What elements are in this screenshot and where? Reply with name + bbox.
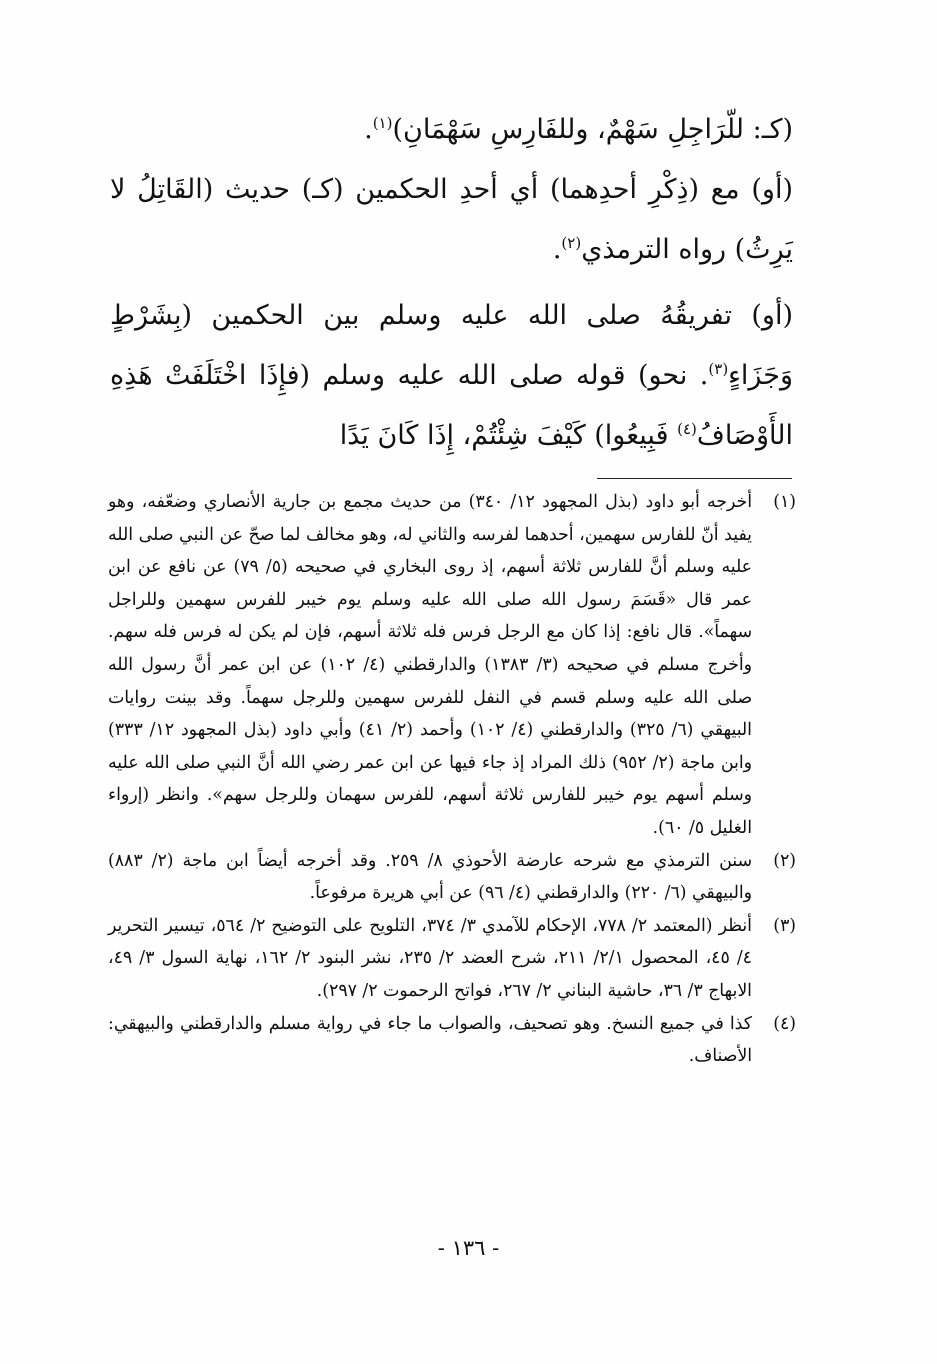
footnote-text: أنظر (المعتمد ٢/ ٧٧٨، الإحكام للآمدي ٣/ ٣٧٤، التلويح على التوضيح ٢/ ٥٦٤، تيسير التحرير ٤/ ٤٥، المحصول ٢/١/ ٢١١، شرح العضد ٢/ ٢٣٥، نشر البنود ٢/ ١٦٢، نهاية السول ٣/ ٤٩، الابهاج ٣/ ٣٦، حاشية البناني ٢/ ٢٦٧، فواتح الرحموت ٢/ ٢٩٧). [108, 915, 752, 1001]
footnote-2 [108, 845, 796, 910]
main-line: وَجَزَاءٍ$^{(٣)}$. نحو) قوله صلى الله عليه وسلم (فإِذَا اخْتَلَفَتْ هَذِهِ [110, 360, 793, 391]
footnote-4 [108, 1008, 796, 1073]
main-paragraph [110, 286, 793, 466]
footnote-separator [597, 478, 792, 479]
footnote-1 [108, 486, 796, 845]
footnote-marker[interactable]: (٢) [561, 234, 582, 252]
footnote-number: (١) [773, 492, 796, 512]
footnote-marker[interactable]: (٤) [677, 420, 697, 438]
main-line: (القَاتِلُ لا يَرِثُ) رواه الترمذي$^{(٢)}$. [110, 174, 793, 265]
page-number: - ١٣٦ - [437, 1236, 500, 1260]
footnote-text: كذا في جميع النسخ. وهو تصحيف، والصواب ما جاء في رواية مسلم والدارقطني والبيهقي: الأصناف. [108, 1013, 752, 1067]
footnotes [108, 486, 796, 1073]
main-paragraph [110, 160, 793, 280]
footnote-number: (٣) [773, 915, 796, 936]
main-text [110, 100, 793, 466]
main-line: (أو) مع (ذِكْرِ أحدِهما) أي أحدِ الحكمين (كـ) حديث [225, 174, 793, 205]
footnote-marker[interactable]: (٣) [708, 360, 729, 378]
main-line: الأَوْصَافُ$^{(٤)}$ فَبِيعُوا) كَيْفَ شِئْتُمْ، إِذَا كَانَ يَدًا [339, 420, 793, 451]
main-paragraph [110, 100, 793, 160]
footnote-3 [108, 910, 796, 1008]
footnote-text: أخرجه أبو داود (بذل المجهود ١٢/ ٣٤٠) من حديث مجمع بن جارية الأنصاري وضعّفه، وهو يفيد أنّ للفارس سهمين، أحدهما لفرسه والثاني له، وهو مخالف لما صحّ عن النبي صلى الله عليه وسلم أنَّ للفارس ثلاثة أسهم، إذ روى البخاري في صحيحه (٥/ ٧٩) عن نافع عن ابن عمر قال «قَسَمَ رسول الله صلى الله عليه وسلم يوم خيبر للفرس سهمين وللراجل سهماً». قال نافع: إذا كان مع الرجل فرس فله ثلاثة أسهم، فإن لم يكن له فرس فله سهم. وأخرج مسلم في صحيحه (٣/ ١٣٨٣) والدارقطني (٤/ ١٠٢) عن ابن عمر أنَّ رسول الله صلى الله عليه وسلم قسم في النفل للفرس سهمين وللرجل سهماً. وقد بينت روايات البيهقي (٦/ ٣٢٥) والدارقطني (٤/ ١٠٢) وأحمد (٢/ ٤١) وأبي داود (بذل المجهود ١٢/ ٣٣٣) وابن ماجة (٢/ ٩٥٢) ذلك المراد إذ جاء فيها عن ابن عمر رضي الله أنَّ النبي صلى الله عليه وسلم أسهم يوم خيبر للفارس ثلاثة أسهم، للفرس سهمان وللرجل سهم». وانظر (إرواء الغليل ٥/ ٦٠). [108, 492, 753, 838]
main-line: (كـ: للّرَاجِلِ سَهْمٌ، وللفَارِسِ سَهْمَانِ)$^{(١)}$. [364, 114, 793, 145]
footnote-marker[interactable]: (١) [372, 114, 393, 132]
footnote-number: (٢) [773, 850, 796, 871]
main-line: (أو) تفريقُهُ صلى الله عليه وسلم بين الحكمين (بِشَرْطٍ [110, 300, 793, 331]
footnote-number: (٤) [773, 1013, 796, 1034]
footnote-text: سنن الترمذي مع شرحه عارضة الأحوذي ٨/ ٢٥٩. وقد أخرجه أيضاً ابن ماجة (٢/ ٨٨٣) والبيهقي (٦/ ٢٢٠) والدارقطني (٤/ ٩٦) عن أبي هريرة مرفوعاً. [108, 850, 752, 904]
